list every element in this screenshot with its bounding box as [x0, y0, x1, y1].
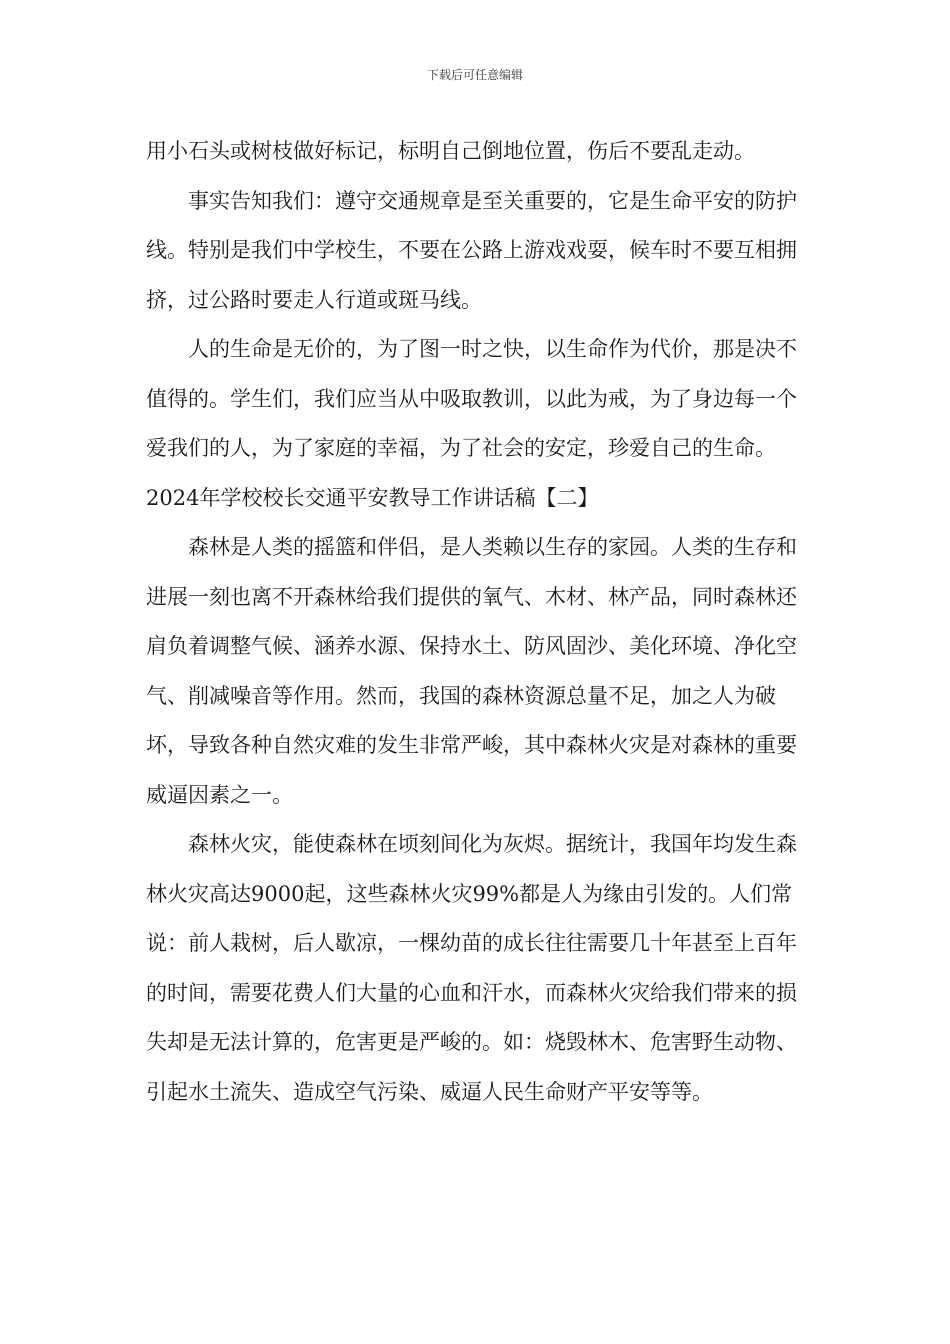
paragraph-forest-fire: 森林火灾，能使森林在顷刻间化为灰烬。据统计，我国年均发生森林火灾高达9000起，这些森林火灾99%都是人为缘由引发的。人们常说：前人栽树，后人歇凉，一棵幼苗的成长往往需要几十年甚至上百年的时间，需要花费人们大量的心血和汗水，而森林火灾给我们带来的损失却是无法计算的，危害更是严峻的。如：烧毁林木、危害野生动物、引起水土流失、造成空气污染、威逼人民生命财产平安等等。 — [146, 832, 797, 1104]
section-heading: 2024年学校校长交通平安教导工作讲话稿【二】 — [146, 485, 599, 510]
paragraph-continuation: 用小石头或树枝做好标记，标明自己倒地位置，伤后不要乱走动。 — [146, 139, 755, 163]
page-header: 下载后可任意编辑 — [426, 68, 523, 82]
document-body — [146, 127, 806, 1117]
paragraph-traffic-rules: 事实告知我们：遵守交通规章是至关重要的，它是生命平安的防护线。特别是我们中学校生，不要在公路上游戏戏耍，候车时不要互相拥挤，过公路时要走人行道或斑马线。 — [146, 188, 797, 312]
paragraph-forest-intro: 森林是人类的摇篮和伴侣，是人类赖以生存的家园。人类的生存和进展一刻也离不开森林给我们提供的氧气、木材、林产品，同时森林还肩负着调整气候、涵养水源、保持水土、防风固沙、美化环境、净化空气、削减噪音等作用。然而，我国的森林资源总量不足，加之人为破坏，导致各种自然灾难的发生非常严峻，其中森林火灾是对森林的重要威逼因素之一。 — [146, 535, 797, 807]
paragraph-value-of-life: 人的生命是无价的，为了图一时之快，以生命作为代价，那是决不值得的。学生们，我们应当从中吸取教训，以此为戒，为了身边每一个爱我们的人，为了家庭的幸福，为了社会的安定，珍爱自己的生命。 — [146, 337, 797, 460]
